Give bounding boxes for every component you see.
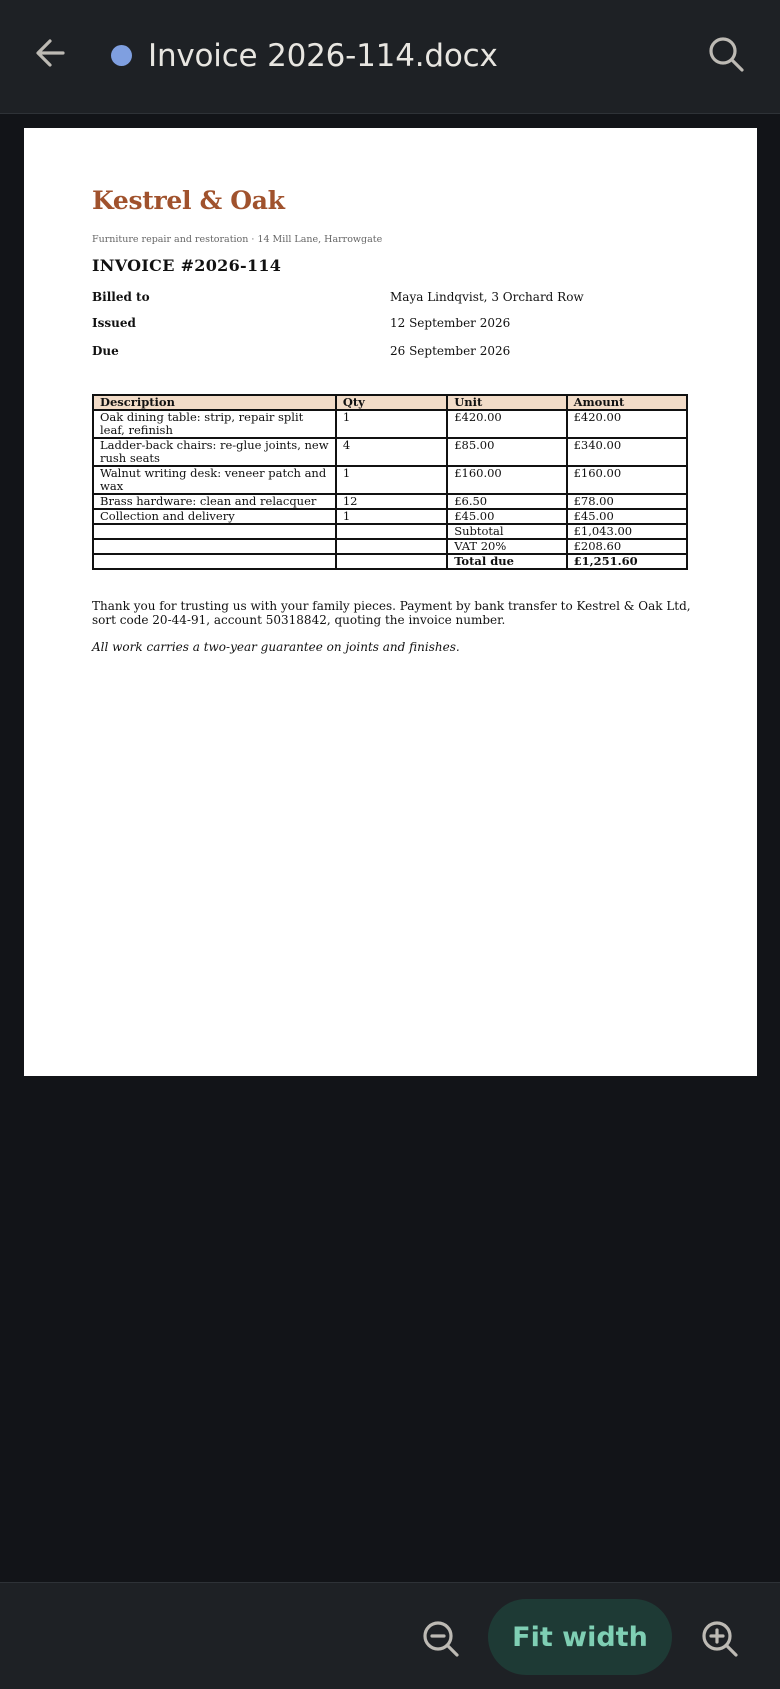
total-row <box>93 554 687 569</box>
table-row <box>93 466 687 494</box>
cell-description: Walnut writing desk: veneer patch and wax <box>93 466 336 494</box>
empty-cell <box>336 554 447 569</box>
status-dot <box>111 45 132 66</box>
meta-label: Due <box>92 344 119 358</box>
cell-description: Collection and delivery <box>93 509 336 524</box>
meta-label: Billed to <box>92 290 150 304</box>
vat-label: VAT 20% <box>447 539 566 554</box>
table-row <box>93 494 687 509</box>
cell-qty: 12 <box>336 494 447 509</box>
payment-note: Thank you for trusting us with your family pieces. Payment by bank transfer to Kestrel & Oak Ltd, sort code 20-44-91, account 50318842, quoting the invoice number. <box>92 599 691 627</box>
cell-unit: £420.00 <box>447 410 566 438</box>
bottom-toolbar <box>0 1582 780 1689</box>
cell-amount: £45.00 <box>567 509 687 524</box>
search-icon <box>707 35 745 73</box>
subtotal-row <box>93 524 687 539</box>
document-title: Invoice 2026-114.docx <box>148 38 498 74</box>
cell-amount: £160.00 <box>567 466 687 494</box>
meta-value: 12 September 2026 <box>390 316 511 330</box>
company-tagline: Furniture repair and restoration · 14 Mill Lane, Harrowgate <box>92 234 383 245</box>
total-value: £1,251.60 <box>567 554 687 569</box>
top-app-bar <box>0 0 780 114</box>
meta-due <box>92 344 692 362</box>
cell-unit: £85.00 <box>447 438 566 466</box>
meta-value: 26 September 2026 <box>390 344 511 358</box>
search-button[interactable] <box>703 31 749 77</box>
meta-billed-to <box>92 290 692 308</box>
header-unit: Unit <box>447 395 566 410</box>
zoom-out-icon <box>422 1620 460 1658</box>
meta-issued <box>92 316 692 334</box>
zoom-out-button[interactable] <box>418 1616 464 1662</box>
cell-qty: 1 <box>336 410 447 438</box>
header-qty: Qty <box>336 395 447 410</box>
document-page <box>24 128 757 1076</box>
zoom-in-button[interactable] <box>697 1616 743 1662</box>
back-button[interactable] <box>28 30 74 76</box>
total-label: Total due <box>447 554 566 569</box>
subtotal-label: Subtotal <box>447 524 566 539</box>
empty-cell <box>93 554 336 569</box>
table-row <box>93 509 687 524</box>
cell-unit: £45.00 <box>447 509 566 524</box>
arrow-left-icon <box>33 35 69 71</box>
guarantee-note: All work carries a two-year guarantee on joints and finishes. <box>92 640 460 654</box>
table-row <box>93 410 687 438</box>
invoice-table <box>92 394 688 570</box>
cell-unit: £160.00 <box>447 466 566 494</box>
company-name: Kestrel & Oak <box>92 186 285 215</box>
table-row <box>93 438 687 466</box>
empty-cell <box>93 524 336 539</box>
cell-amount: £340.00 <box>567 438 687 466</box>
header-description: Description <box>93 395 336 410</box>
cell-description: Oak dining table: strip, repair split leaf, refinish <box>93 410 336 438</box>
vat-row <box>93 539 687 554</box>
table-header-row <box>93 395 687 410</box>
cell-description: Brass hardware: clean and relacquer <box>93 494 336 509</box>
cell-description: Ladder-back chairs: re-glue joints, new rush seats <box>93 438 336 466</box>
cell-qty: 4 <box>336 438 447 466</box>
fit-width-button[interactable]: Fit width <box>488 1599 672 1675</box>
header-amount: Amount <box>567 395 687 410</box>
empty-cell <box>336 539 447 554</box>
invoice-title: INVOICE #2026-114 <box>92 256 282 275</box>
zoom-in-icon <box>701 1620 739 1658</box>
cell-qty: 1 <box>336 509 447 524</box>
subtotal-value: £1,043.00 <box>567 524 687 539</box>
cell-amount: £420.00 <box>567 410 687 438</box>
meta-label: Issued <box>92 316 136 330</box>
cell-amount: £78.00 <box>567 494 687 509</box>
meta-value: Maya Lindqvist, 3 Orchard Row <box>390 290 584 304</box>
empty-cell <box>336 524 447 539</box>
empty-cell <box>93 539 336 554</box>
cell-unit: £6.50 <box>447 494 566 509</box>
cell-qty: 1 <box>336 466 447 494</box>
vat-value: £208.60 <box>567 539 687 554</box>
